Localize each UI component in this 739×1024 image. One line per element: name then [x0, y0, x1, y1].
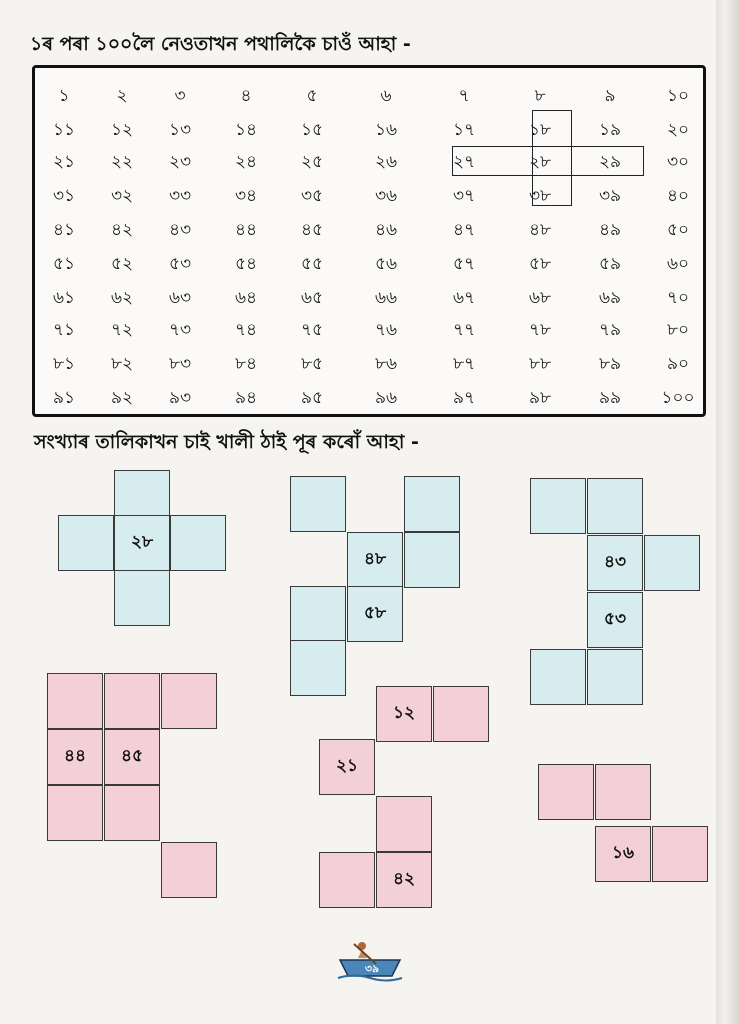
grid-number: ১১ — [52, 120, 76, 140]
puzzle1-cell-center: ২৮ — [114, 515, 170, 571]
grid-number: ১৯ — [598, 120, 622, 140]
grid-number: ৬২ — [110, 288, 134, 308]
grid-number: ২৫ — [300, 152, 324, 172]
puzzle5-cell-d[interactable] — [376, 796, 432, 852]
grid-number: ৬৬ — [374, 288, 398, 308]
grid-number: ৫৫ — [300, 254, 324, 274]
grid-number: ৭৭ — [452, 320, 476, 340]
grid-number: ৭২ — [110, 320, 134, 340]
grid-number: ৬৭ — [452, 288, 476, 308]
puzzle5-cell-a: ১২ — [376, 686, 432, 742]
grid-number: ৪৫ — [300, 220, 324, 240]
grid-number: ৪৬ — [374, 220, 398, 240]
grid-number: ৬৮ — [528, 288, 552, 308]
grid-number: ৫৬ — [374, 254, 398, 274]
grid-number: ২২ — [110, 152, 134, 172]
grid-number: ৭৪ — [234, 320, 258, 340]
puzzle4-cell-h[interactable] — [161, 842, 217, 898]
puzzle5-cell-c: ২১ — [319, 739, 375, 795]
puzzle2-cell-d[interactable] — [404, 532, 460, 588]
puzzle2-cell-e[interactable] — [290, 586, 346, 642]
grid-number: ৪৮ — [528, 220, 552, 240]
grid-number: ৮৫ — [300, 354, 324, 374]
grid-number: ৩৪ — [234, 186, 258, 206]
grid-number: ৪৯ — [598, 220, 622, 240]
grid-number: ৮২ — [110, 354, 134, 374]
grid-number: ৫১ — [52, 254, 76, 274]
puzzle3-cell-e: ৫৩ — [587, 592, 643, 648]
grid-number: ৭৮ — [528, 320, 552, 340]
grid-number: ৮৩ — [168, 354, 192, 374]
grid-number: ৫২ — [110, 254, 134, 274]
grid-number: ৯১ — [52, 388, 76, 408]
puzzle2-cell-b[interactable] — [404, 476, 460, 532]
grid-number: ৭৩ — [168, 320, 192, 340]
grid-number: ৩১ — [52, 186, 76, 206]
puzzle2-cell-f: ৫৮ — [347, 586, 403, 642]
puzzle4-cell-e: ৪৫ — [104, 729, 160, 785]
grid-number: ৮ — [534, 86, 546, 106]
grid-number: ৪২ — [110, 220, 134, 240]
page-binding-edge — [716, 0, 739, 1024]
grid-number: ৪০ — [666, 186, 690, 206]
puzzle4-cell-b[interactable] — [104, 673, 160, 729]
grid-number: ৪৪ — [234, 220, 258, 240]
grid-number: ৮৬ — [374, 354, 398, 374]
grid-number: ৩৫ — [300, 186, 324, 206]
grid-number: ১৭ — [452, 120, 476, 140]
puzzle2-cell-c: ৪৮ — [347, 532, 403, 588]
grid-number: ৭১ — [52, 320, 76, 340]
puzzle1-cell-bottom[interactable] — [114, 570, 170, 626]
puzzle6-cell-c: ১৬ — [595, 826, 651, 882]
grid-number: ৮০ — [666, 320, 690, 340]
puzzle6-cell-b[interactable] — [595, 764, 651, 820]
grid-number: ৩৯ — [598, 186, 622, 206]
grid-number: ৫ — [306, 86, 318, 106]
grid-number: ৬৩ — [168, 288, 192, 308]
grid-number: ১৫ — [300, 120, 324, 140]
page-number: ৩৯ — [364, 962, 380, 975]
highlight-horizontal — [452, 146, 644, 176]
grid-number: ৪১ — [52, 220, 76, 240]
puzzle1-cell-left[interactable] — [58, 515, 114, 571]
puzzle4-cell-a[interactable] — [47, 673, 103, 729]
grid-number: ১৩ — [168, 120, 192, 140]
puzzle1-cell-right[interactable] — [170, 515, 226, 571]
puzzle3-cell-f[interactable] — [530, 649, 586, 705]
grid-number: ১ — [58, 86, 70, 106]
grid-number: ২৯ — [598, 152, 622, 172]
grid-number: ২৭ — [452, 152, 476, 172]
grid-number: ৫০ — [666, 220, 690, 240]
grid-number: ৫৮ — [528, 254, 552, 274]
puzzle3-cell-c: ৪৩ — [587, 535, 643, 591]
grid-number: ৯২ — [110, 388, 134, 408]
boat-page-number-icon — [336, 938, 404, 982]
puzzle5-cell-e[interactable] — [319, 852, 375, 908]
grid-number: ৮৯ — [598, 354, 622, 374]
grid-number: ২০ — [666, 120, 690, 140]
grid-number: ৯৭ — [452, 388, 476, 408]
grid-number: ৮৪ — [234, 354, 258, 374]
grid-number: ৯৪ — [234, 388, 258, 408]
grid-number: ৭৫ — [300, 320, 324, 340]
puzzle6-cell-a[interactable] — [538, 764, 594, 820]
grid-number: ৩ — [174, 86, 186, 106]
puzzle3-cell-b[interactable] — [587, 478, 643, 534]
puzzle4-cell-c[interactable] — [161, 673, 217, 729]
grid-number: ৭০ — [666, 288, 690, 308]
grid-number: ৫৩ — [168, 254, 192, 274]
grid-number: ৩৮ — [528, 186, 552, 206]
grid-number: ২৩ — [168, 152, 192, 172]
grid-number: ১০০ — [661, 388, 695, 408]
grid-number: ২১ — [52, 152, 76, 172]
puzzle4-cell-f[interactable] — [47, 785, 103, 841]
grid-number: ৭৯ — [598, 320, 622, 340]
grid-number: ৯৮ — [528, 388, 552, 408]
grid-number: ৩৩ — [168, 186, 192, 206]
grid-number: ৬০ — [666, 254, 690, 274]
grid-number: ১৪ — [234, 120, 258, 140]
grid-number: ৮৭ — [452, 354, 476, 374]
grid-number: ৮৮ — [528, 354, 552, 374]
number-grid-heading: ১ৰ পৰা ১০০লৈ নেওতাখন পথালিকৈ চাওঁ আহা - — [30, 33, 411, 55]
puzzle5-cell-f: ৪২ — [376, 852, 432, 908]
puzzle4-cell-d: ৪৪ — [47, 729, 103, 785]
grid-number: ৬৯ — [598, 288, 622, 308]
grid-number: ৯০ — [666, 354, 690, 374]
grid-number: ৬ — [380, 86, 392, 106]
grid-number: ৫৯ — [598, 254, 622, 274]
grid-number: ১৬ — [374, 120, 398, 140]
grid-number: ১০ — [666, 86, 690, 106]
grid-number: ২৬ — [374, 152, 398, 172]
puzzle2-cell-a[interactable] — [290, 476, 346, 532]
grid-number: ৬৪ — [234, 288, 258, 308]
grid-number: ৯৯ — [598, 388, 622, 408]
puzzle3-cell-d[interactable] — [644, 535, 700, 591]
fill-blanks-heading: সংখ্যাৰ তালিকাখন চাই খালী ঠাই পূৰ কৰোঁ আহা - — [34, 431, 419, 453]
grid-number: ৬১ — [52, 288, 76, 308]
puzzle6-cell-d[interactable] — [652, 826, 708, 882]
grid-number: ৪ — [240, 86, 252, 106]
grid-number: ২৮ — [528, 152, 552, 172]
grid-number: ৭ — [458, 86, 470, 106]
grid-number: ৪৩ — [168, 220, 192, 240]
grid-number: ৭৬ — [374, 320, 398, 340]
grid-number: ৫৪ — [234, 254, 258, 274]
puzzle3-cell-g[interactable] — [587, 649, 643, 705]
grid-number: ৯ — [604, 86, 616, 106]
puzzle5-cell-b[interactable] — [433, 686, 489, 742]
puzzle3-cell-a[interactable] — [530, 478, 586, 534]
grid-number: ৩০ — [666, 152, 690, 172]
puzzle4-cell-g[interactable] — [104, 785, 160, 841]
puzzle2-cell-g[interactable] — [290, 640, 346, 696]
grid-number: ৪৭ — [452, 220, 476, 240]
grid-number: ১২ — [110, 120, 134, 140]
grid-number: ২ — [116, 86, 128, 106]
grid-number: ৯৩ — [168, 388, 192, 408]
grid-number: ৩৬ — [374, 186, 398, 206]
grid-number: ৯৫ — [300, 388, 324, 408]
grid-number: ৩২ — [110, 186, 134, 206]
grid-number: ৮১ — [52, 354, 76, 374]
grid-number: ১৮ — [528, 120, 552, 140]
grid-number: ৫৭ — [452, 254, 476, 274]
grid-number: ৬৫ — [300, 288, 324, 308]
grid-number: ৩৭ — [452, 186, 476, 206]
grid-number: ২৪ — [234, 152, 258, 172]
grid-number: ৯৬ — [374, 388, 398, 408]
